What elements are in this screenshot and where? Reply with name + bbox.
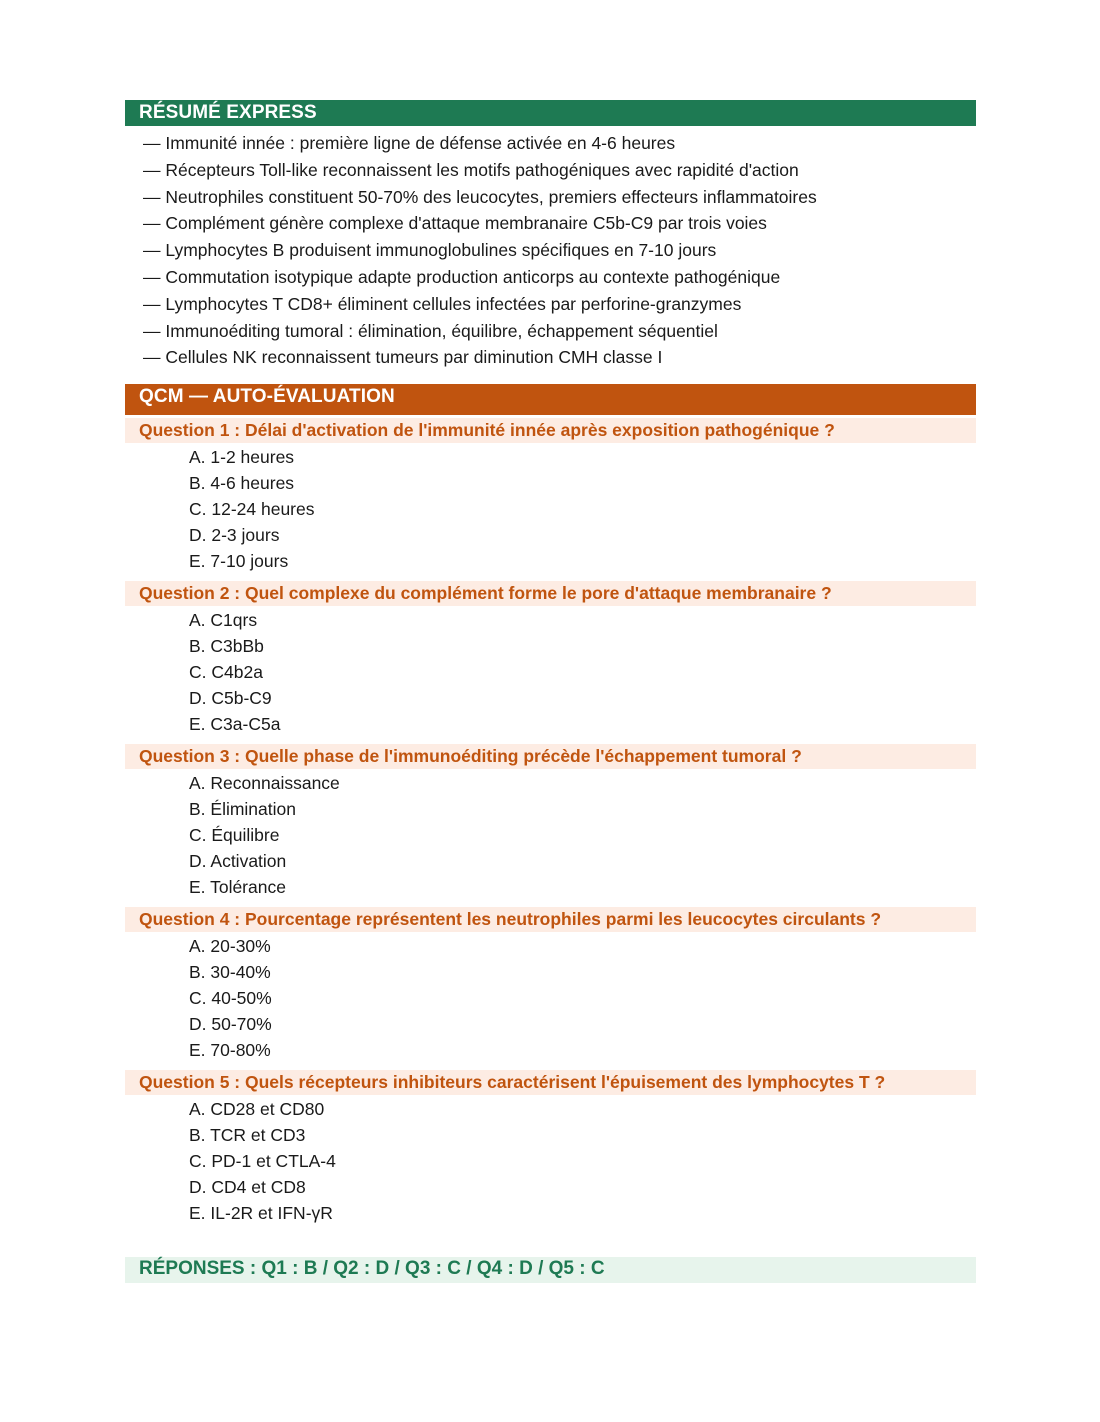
question-title: Question 5 : Quels récepteurs inhibiteurs caractérisent l'épuisement des lymphocytes T ? bbox=[125, 1070, 976, 1095]
summary-item: — Lymphocytes B produisent immunoglobulines spécifiques en 7-10 jours bbox=[143, 240, 717, 261]
summary-item: — Immunité innée : première ligne de défense activée en 4-6 heures bbox=[143, 133, 676, 153]
question-block-5 bbox=[125, 1070, 976, 1230]
option-item: D. 50-70% bbox=[189, 1014, 272, 1035]
option-item: D. 2-3 jours bbox=[189, 525, 280, 546]
summary-item: — Commutation isotypique adapte production anticorps au contexte pathogénique bbox=[143, 266, 781, 287]
option-item: B. Élimination bbox=[189, 799, 296, 820]
option-list bbox=[125, 606, 976, 741]
question-title: Question 3 : Quelle phase de l'immunoéditing précède l'échappement tumoral ? bbox=[125, 744, 976, 769]
option-item: A. CD28 et CD80 bbox=[189, 1099, 325, 1120]
summary-item: — Lymphocytes T CD8+ éliminent cellules infectées par perforine-granzymes bbox=[143, 293, 742, 314]
document-page bbox=[125, 100, 976, 1283]
option-item: D. Activation bbox=[189, 851, 287, 872]
option-item: A. 1-2 heures bbox=[189, 447, 295, 468]
summary-item: — Complément génère complexe d'attaque membranaire C5b-C9 par trois voies bbox=[143, 213, 767, 234]
summary-list bbox=[125, 126, 976, 371]
option-item: D. C5b-C9 bbox=[189, 688, 272, 709]
option-item: E. 7-10 jours bbox=[189, 551, 289, 572]
option-item: B. 4-6 heures bbox=[189, 473, 295, 494]
question-block-4 bbox=[125, 907, 976, 1067]
option-item: C. PD-1 et CTLA-4 bbox=[189, 1151, 336, 1172]
option-item: B. TCR et CD3 bbox=[189, 1125, 306, 1146]
question-block-2 bbox=[125, 581, 976, 741]
option-item: B. 30-40% bbox=[189, 962, 271, 983]
question-title: Question 4 : Pourcentage représentent les neutrophiles parmi les leucocytes circulants ? bbox=[125, 907, 976, 932]
option-list bbox=[125, 443, 976, 578]
option-list bbox=[125, 932, 976, 1067]
option-item: C. C4b2a bbox=[189, 662, 263, 683]
option-item: A. 20-30% bbox=[189, 936, 271, 957]
question-title: Question 1 : Délai d'activation de l'immunité innée après exposition pathogénique ? bbox=[125, 418, 976, 443]
option-list bbox=[125, 769, 976, 904]
question-block-1 bbox=[125, 418, 976, 578]
option-item: E. 70-80% bbox=[189, 1040, 271, 1061]
question-block-3 bbox=[125, 744, 976, 904]
question-title: Question 2 : Quel complexe du complément forme le pore d'attaque membranaire ? bbox=[125, 581, 976, 606]
option-item: B. C3bBb bbox=[189, 636, 264, 657]
qcm-header: QCM — AUTO-ÉVALUATION bbox=[125, 384, 976, 415]
option-item: E. Tolérance bbox=[189, 877, 286, 898]
option-item: A. C1qrs bbox=[189, 610, 258, 631]
summary-item: — Récepteurs Toll-like reconnaissent les motifs pathogéniques avec rapidité d'action bbox=[143, 159, 799, 180]
option-item: C. 12-24 heures bbox=[189, 499, 315, 520]
summary-item: — Immunoéditing tumoral : élimination, équilibre, échappement séquentiel bbox=[143, 320, 718, 341]
summary-header: RÉSUMÉ EXPRESS bbox=[125, 100, 976, 126]
option-list bbox=[125, 1095, 976, 1230]
option-item: C. Équilibre bbox=[189, 825, 280, 846]
option-item: E. C3a-C5a bbox=[189, 714, 281, 735]
option-item: A. Reconnaissance bbox=[189, 773, 340, 794]
option-item: C. 40-50% bbox=[189, 988, 272, 1009]
summary-item: — Cellules NK reconnaissent tumeurs par diminution CMH classe I bbox=[143, 347, 663, 368]
option-item: E. IL-2R et IFN-γR bbox=[189, 1203, 333, 1224]
option-item: D. CD4 et CD8 bbox=[189, 1177, 306, 1198]
summary-item: — Neutrophiles constituent 50-70% des leucocytes, premiers effecteurs inflammatoires bbox=[143, 186, 817, 207]
answers-banner: RÉPONSES : Q1 : B / Q2 : D / Q3 : C / Q4 : D / Q5 : C bbox=[125, 1257, 976, 1283]
